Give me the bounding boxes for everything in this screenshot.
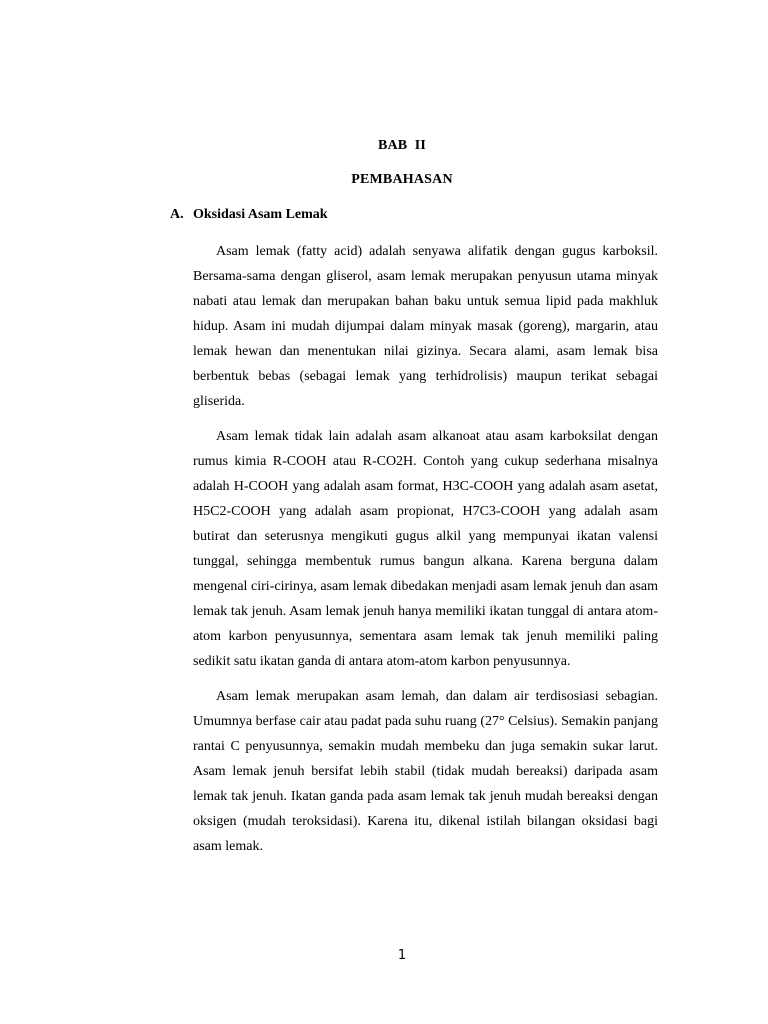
section-title: Oksidasi Asam Lemak xyxy=(193,207,328,222)
section-heading xyxy=(170,207,328,223)
chapter-label: BAB II xyxy=(377,138,427,153)
paragraph-2: Asam lemak tidak lain adalah asam alkanoat atau asam karboksilat dengan rumus kimia R-COOH atau R-CO2H. Contoh yang cukup sederhana misalnya adalah H-COOH yang adalah asam format, H3C-COOH yang adalah asam asetat, H5C2-COOH yang adalah asam propionat, H7C3-COOH yang adalah asam butirat dan seterusnya mengikuti gugus alkil yang mempunyai ikatan valensi tunggal, sehingga membentuk rumus bangun alkana. Karena berguna dalam mengenal ciri-cirinya, asam lemak dibedakan menjadi asam lemak jenuh dan asam lemak tak jenuh. Asam lemak jenuh hanya memiliki ikatan tunggal di antara atom-atom karbon penyusunnya, sementara asam lemak tak jenuh memiliki paling sedikit satu ikatan ganda di antara atom-atom karbon penyusunnya. xyxy=(193,429,658,669)
paragraph-1: Asam lemak (fatty acid) adalah senyawa alifatik dengan gugus karboksil. Bersama-sama dengan gliserol, asam lemak merupakan penyusun utama minyak nabati atau lemak dan merupakan bahan baku untuk semua lipid pada makhluk hidup. Asam ini mudah dijumpai dalam minyak masak (goreng), margarin, atau lemak hewan dan menentukan nilai gizinya. Secara alami, asam lemak bisa berbentuk bebas (sebagai lemak yang terhidrolisis) maupun terikat sebagai gliserida. xyxy=(193,244,658,409)
section-letter: A. xyxy=(170,207,184,222)
chapter-title: PEMBAHASAN xyxy=(351,172,453,187)
page-number: 1 xyxy=(397,948,407,963)
body-text xyxy=(193,239,658,869)
paragraph-3: Asam lemak merupakan asam lemah, dan dalam air terdisosiasi sebagian. Umumnya berfase cair atau padat pada suhu ruang (27° Celsius). Semakin panjang rantai C penyusunnya, semakin mudah membeku dan juga semakin sukar larut. Asam lemak jenuh bersifat lebih stabil (tidak mudah bereaksi) daripada asam lemak tak jenuh. Ikatan ganda pada asam lemak tak jenuh mudah bereaksi dengan oksigen (mudah teroksidasi). Karena itu, dikenal istilah bilangan oksidasi bagi asam lemak. xyxy=(193,689,658,854)
